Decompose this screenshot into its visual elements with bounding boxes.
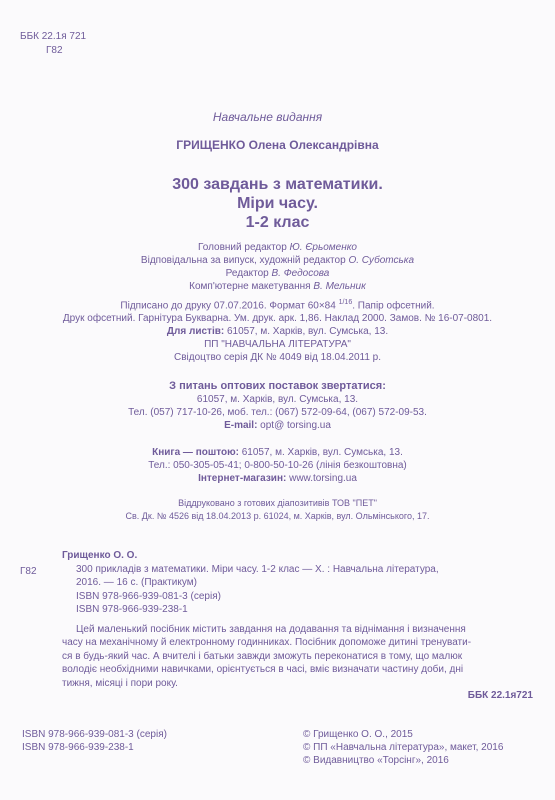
title-line-3: 1-2 клас bbox=[245, 214, 310, 231]
catalog-isbn-1: ISBN 978-966-939-081-3 (серія) bbox=[76, 590, 221, 602]
internet-shop: Інтернет-магазин: www.torsing.ua bbox=[198, 473, 357, 484]
catalog-card bbox=[62, 549, 532, 690]
copyright-2: © ПП «Навчальна література», макет, 2016 bbox=[303, 742, 504, 753]
print-line-1: Підписано до друку 07.07.2016. Формат 60×84 $^{1/16}$. Папір офсетний. bbox=[120, 299, 435, 312]
abstract-line-2: часу на механічному й електронному годинниках. Посібник допоможе дитині тренувати- bbox=[62, 637, 472, 648]
footer-isbn-2: ISBN 978-966-939-238-1 bbox=[22, 742, 134, 753]
credit-3: Редактор В. Федосова bbox=[225, 268, 330, 279]
catalog-abstract bbox=[62, 623, 532, 691]
catalog-isbn-2: ISBN 978-966-939-238-1 bbox=[76, 604, 188, 615]
footer-isbn-1: ISBN 978-966-939-081-3 (серія) bbox=[22, 729, 167, 740]
credit-1: Головний редактор Ю. Єрьоменко bbox=[198, 242, 357, 253]
publisher-name: ПП "НАВЧАЛЬНА ЛІТЕРАТУРА" bbox=[204, 339, 351, 351]
wholesale-address: 61057, м. Харків, вул. Сумська, 13. bbox=[196, 394, 359, 405]
printed-by-line-2: Св. Дк. № 4526 від 18.04.2013 р. 61024, м. Харків, вул. Ольмінського, 17. bbox=[125, 511, 430, 521]
abstract-line-5: тижня, місяці і пори року. bbox=[62, 677, 178, 689]
certificate: Свідоцтво серія ДК № 4049 від 18.04.2011 р. bbox=[173, 352, 382, 364]
catalog-author: Грищенко О. О. bbox=[62, 550, 138, 561]
mail-order-phones: Тел.: 050-305-05-41; 0-800-50-10-26 (лінія безкоштовна) bbox=[148, 460, 407, 471]
abstract-line-1: Цей маленький посібник містить завдання на додавання та віднімання і визначення bbox=[76, 623, 466, 635]
wholesale-email: E-mail: opt@ torsing.ua bbox=[224, 420, 331, 431]
catalog-desc-1: 300 прикладів з математики. Міри часу. 1-2 клас — Х. : Навчальна література, bbox=[76, 563, 439, 575]
bbk-top: ББК 22.1я 721 bbox=[20, 31, 87, 42]
abstract-line-4: володіє необхідними навичками, орієнтується в часі, вміє визначати частину доби, дні bbox=[62, 664, 464, 675]
catalog-desc-2: 2016. — 16 с. (Практикум) bbox=[76, 577, 197, 588]
mail-order-info bbox=[0, 446, 555, 485]
footer-isbns bbox=[22, 728, 167, 754]
wholesale-phones: Тел. (057) 717-10-26, моб. тел.: (067) 572-09-64, (067) 572-09-53. bbox=[128, 407, 427, 418]
print-line-2: Друк офсетний. Гарнітура Букварна. Ум. друк. арк. 1,86. Наклад 2000. Замов. № 16-07-0801. bbox=[62, 313, 493, 325]
catalog-bbk: ББК 22.1я721 bbox=[467, 690, 533, 701]
book-title bbox=[0, 175, 555, 232]
footer-copyrights bbox=[303, 728, 503, 767]
credit-4: Комп'ютерне макетування В. Мельник bbox=[189, 281, 366, 292]
title-line-2: Міри часу. bbox=[237, 195, 318, 212]
mail-order-line: Книга — поштою: 61057, м. Харків, вул. Сумська, 13. bbox=[152, 447, 403, 458]
title-line-1: 300 завдань з математики. bbox=[172, 176, 383, 193]
credit-2: Відповідальна за випуск, художній редактор О. Суботська bbox=[140, 255, 415, 266]
abstract-line-3: ся в будь-який час. А вчителі і батьки завжди зможуть переконатися в тому, що малюк bbox=[62, 650, 463, 662]
wholesale-info bbox=[0, 380, 555, 432]
credits bbox=[0, 241, 555, 293]
letters-address: Для листів: 61057, м. Харків, вул. Сумська, 13. bbox=[166, 326, 389, 338]
print-info bbox=[0, 296, 555, 364]
printed-by bbox=[0, 497, 555, 523]
wholesale-heading: З питань оптових поставок звертатися: bbox=[169, 380, 386, 392]
edition-type: Навчальне видання bbox=[212, 110, 323, 124]
code-top: Г82 bbox=[46, 45, 63, 56]
printed-by-line-1: Віддруковано з готових діапозитивів ТОВ "ПЕТ" bbox=[178, 498, 377, 508]
copyright-3: © Видавництво «Торсінг», 2016 bbox=[303, 755, 449, 766]
catalog-code: Г82 bbox=[20, 566, 37, 577]
author-full: ГРИЩЕНКО Олена Олександрівна bbox=[176, 138, 379, 152]
copyright-1: © Грищенко О. О., 2015 bbox=[303, 729, 413, 740]
